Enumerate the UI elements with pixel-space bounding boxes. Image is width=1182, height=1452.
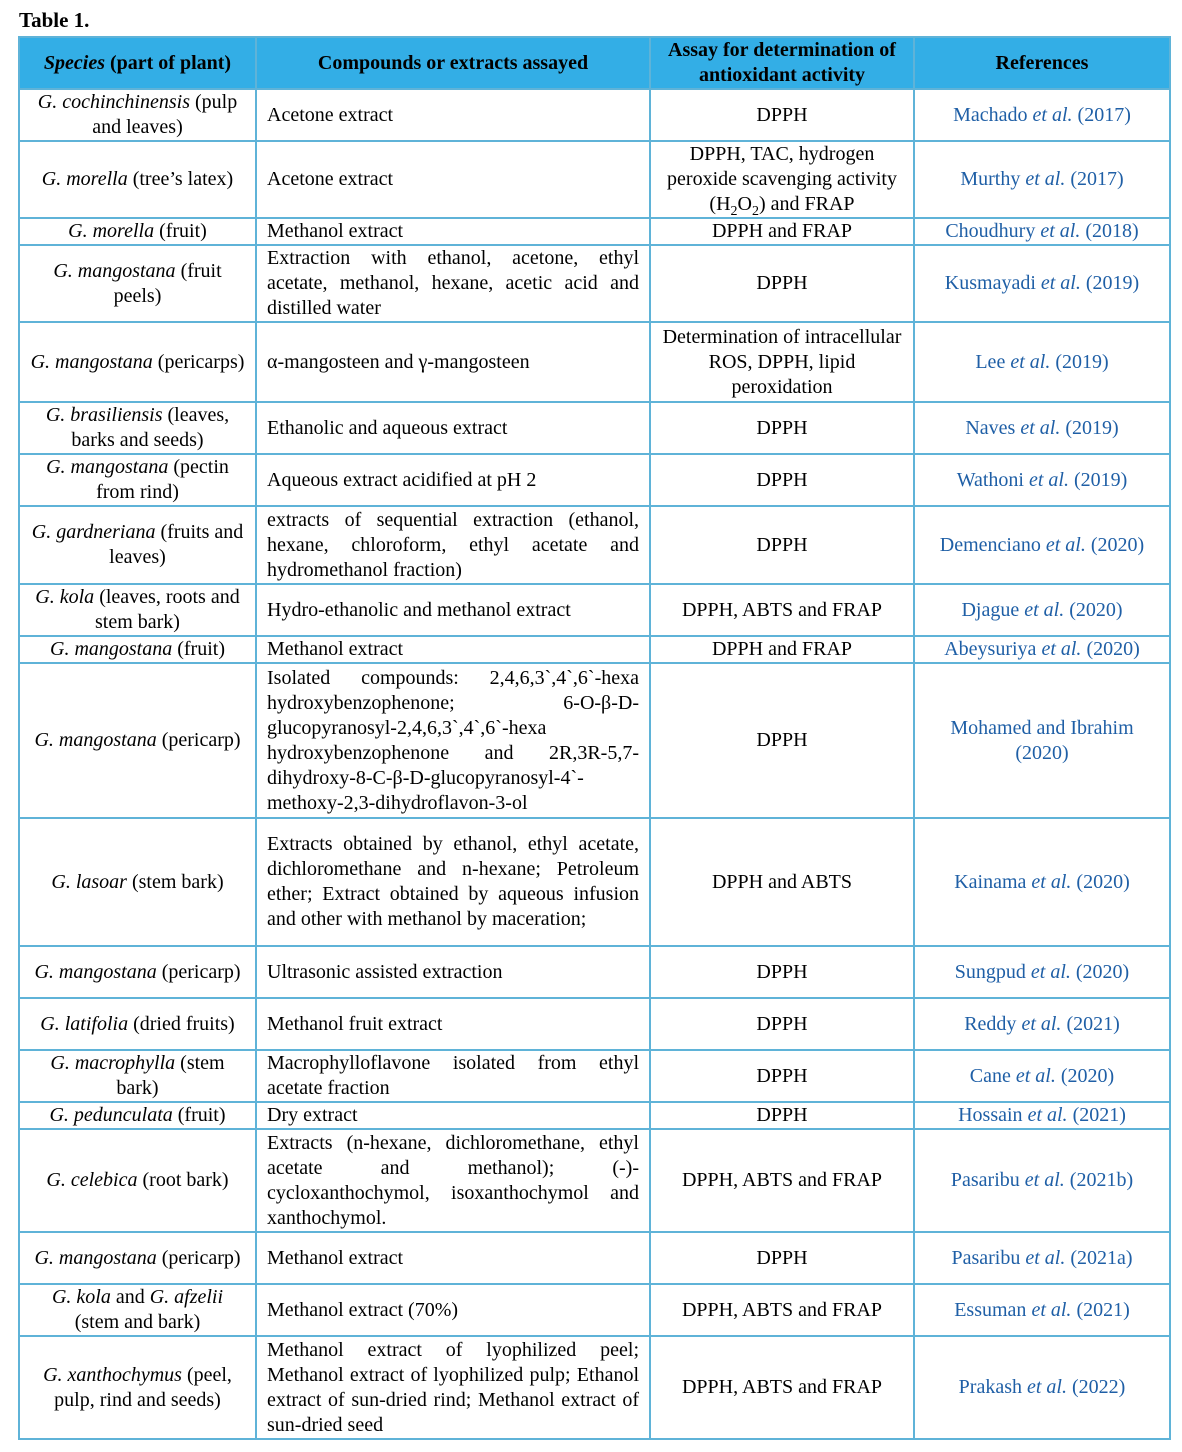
assay-cell: DPPH xyxy=(650,998,914,1050)
species-cell: G. mangostana (pectin from rind) xyxy=(19,454,256,506)
table-row xyxy=(19,1232,1170,1284)
table-row xyxy=(19,998,1170,1050)
reference-link[interactable]: Pasaribu et al. (2021a) xyxy=(914,1232,1170,1284)
compounds-cell: Macrophylloflavone isolated from ethyl acetate fraction xyxy=(256,1050,650,1102)
assay-cell: DPPH, ABTS and FRAP xyxy=(650,584,914,636)
reference-link[interactable]: Cane et al. (2020) xyxy=(914,1050,1170,1102)
species-cell: G. kola (leaves, roots and stem bark) xyxy=(19,584,256,636)
reference-link[interactable]: Mohamed and Ibrahim (2020) xyxy=(914,663,1170,818)
assay-cell: DPPH and FRAP xyxy=(650,218,914,245)
compounds-cell: Aqueous extract acidified at pH 2 xyxy=(256,454,650,506)
species-cell: G. mangostana (pericarp) xyxy=(19,663,256,818)
header-row xyxy=(19,37,1170,89)
table-row xyxy=(19,663,1170,818)
compounds-cell: Acetone extract xyxy=(256,89,650,141)
header-references: References xyxy=(914,37,1170,89)
species-cell: G. xanthochymus (peel, pulp, rind and seeds) xyxy=(19,1336,256,1439)
species-cell: G. mangostana (fruit) xyxy=(19,636,256,663)
reference-link[interactable]: Djague et al. (2020) xyxy=(914,584,1170,636)
header-species: Species (part of plant) xyxy=(19,37,256,89)
species-cell: G. lasoar (stem bark) xyxy=(19,818,256,946)
assay-cell: DPPH xyxy=(650,1050,914,1102)
species-cell: G. mangostana (fruit peels) xyxy=(19,245,256,322)
reference-link[interactable]: Choudhury et al. (2018) xyxy=(914,218,1170,245)
reference-link[interactable]: Reddy et al. (2021) xyxy=(914,998,1170,1050)
assay-cell: DPPH xyxy=(650,402,914,454)
compounds-cell: extracts of sequential extraction (ethanol, hexane, chloroform, ethyl acetate and hydromethanol fraction) xyxy=(256,506,650,584)
table-row xyxy=(19,454,1170,506)
table-row xyxy=(19,322,1170,402)
reference-link[interactable]: Pasaribu et al. (2021b) xyxy=(914,1129,1170,1232)
table-row xyxy=(19,218,1170,245)
reference-link[interactable]: Naves et al. (2019) xyxy=(914,402,1170,454)
species-cell: G. brasiliensis (leaves, barks and seeds) xyxy=(19,402,256,454)
species-cell: G. mangostana (pericarp) xyxy=(19,1232,256,1284)
reference-link[interactable]: Lee et al. (2019) xyxy=(914,322,1170,402)
compounds-cell: Methanol extract xyxy=(256,636,650,663)
compounds-cell: Methanol extract of lyophilized peel; Methanol extract of lyophilized pulp; Ethanol extract of sun-dried rind; Methanol extract of sun-dried seed xyxy=(256,1336,650,1439)
reference-link[interactable]: Hossain et al. (2021) xyxy=(914,1102,1170,1129)
species-cell: G. pedunculata (fruit) xyxy=(19,1102,256,1129)
table-row xyxy=(19,818,1170,946)
table-row xyxy=(19,1050,1170,1102)
header-compounds: Compounds or extracts assayed xyxy=(256,37,650,89)
reference-link[interactable]: Demenciano et al. (2020) xyxy=(914,506,1170,584)
species-cell: G. gardneriana (fruits and leaves) xyxy=(19,506,256,584)
table-row xyxy=(19,636,1170,663)
compounds-cell: Ethanolic and aqueous extract xyxy=(256,402,650,454)
species-cell: G. mangostana (pericarps) xyxy=(19,322,256,402)
assay-cell: DPPH and FRAP xyxy=(650,636,914,663)
antioxidant-table xyxy=(18,36,1171,1440)
compounds-cell: Methanol extract xyxy=(256,1232,650,1284)
assay-cell: DPPH xyxy=(650,1232,914,1284)
reference-link[interactable]: Kusmayadi et al. (2019) xyxy=(914,245,1170,322)
compounds-cell: α-mangosteen and γ-mangosteen xyxy=(256,322,650,402)
table-row xyxy=(19,89,1170,141)
species-cell: G. mangostana (pericarp) xyxy=(19,946,256,998)
reference-link[interactable]: Murthy et al. (2017) xyxy=(914,141,1170,218)
compounds-cell: Isolated compounds: 2,4,6,3`,4`,6`-hexa hydroxybenzophenone; 6-O-β-D-glucopyranosyl-2,4,6,3`,4`,6`-hexa hydroxybenzophenone and 2R,3R-5,7-dihydroxy-8-C-β-D-glucopyranosyl-4`-methoxy-2,3-dihydroflavon-3-ol xyxy=(256,663,650,818)
assay-cell: DPPH xyxy=(650,89,914,141)
table-row xyxy=(19,1336,1170,1439)
table-row xyxy=(19,946,1170,998)
assay-cell: DPPH, ABTS and FRAP xyxy=(650,1284,914,1336)
assay-cell: DPPH, ABTS and FRAP xyxy=(650,1129,914,1232)
compounds-cell: Methanol extract xyxy=(256,218,650,245)
compounds-cell: Dry extract xyxy=(256,1102,650,1129)
table-title: Table 1. xyxy=(19,8,90,32)
compounds-cell: Extracts obtained by ethanol, ethyl acetate, dichloromethane and n-hexane; Petroleum ether; Extract obtained by aqueous infusion and other with methanol by maceration; xyxy=(256,818,650,946)
assay-cell: Determination of intracellular ROS, DPPH, lipid peroxidation xyxy=(650,322,914,402)
assay-cell: DPPH and ABTS xyxy=(650,818,914,946)
assay-cell: DPPH xyxy=(650,245,914,322)
table-row xyxy=(19,1102,1170,1129)
assay-cell: DPPH xyxy=(650,1102,914,1129)
assay-cell: DPPH xyxy=(650,506,914,584)
table-row xyxy=(19,584,1170,636)
compounds-cell: Hydro-ethanolic and methanol extract xyxy=(256,584,650,636)
assay-cell: DPPH xyxy=(650,663,914,818)
reference-link[interactable]: Essuman et al. (2021) xyxy=(914,1284,1170,1336)
assay-cell: DPPH, ABTS and FRAP xyxy=(650,1336,914,1439)
compounds-cell: Methanol fruit extract xyxy=(256,998,650,1050)
reference-link[interactable]: Sungpud et al. (2020) xyxy=(914,946,1170,998)
assay-cell: DPPH, TAC, hydrogen peroxide scavenging activity $(H_2O_2)$ and FRAP xyxy=(650,141,914,218)
table-row xyxy=(19,245,1170,322)
species-cell: G. macrophylla (stem bark) xyxy=(19,1050,256,1102)
reference-link[interactable]: Kainama et al. (2020) xyxy=(914,818,1170,946)
table-row xyxy=(19,141,1170,218)
species-cell: G. latifolia (dried fruits) xyxy=(19,998,256,1050)
table-row xyxy=(19,1129,1170,1232)
assay-cell: DPPH xyxy=(650,454,914,506)
reference-link[interactable]: Prakash et al. (2022) xyxy=(914,1336,1170,1439)
table-row xyxy=(19,506,1170,584)
reference-link[interactable]: Wathoni et al. (2019) xyxy=(914,454,1170,506)
species-cell: G. cochinchinensis (pulp and leaves) xyxy=(19,89,256,141)
assay-cell: DPPH xyxy=(650,946,914,998)
compounds-cell: Methanol extract (70%) xyxy=(256,1284,650,1336)
table-row xyxy=(19,402,1170,454)
header-assay: Assay for determination of antioxidant activity xyxy=(650,37,914,89)
compounds-cell: Ultrasonic assisted extraction xyxy=(256,946,650,998)
compounds-cell: Extracts (n-hexane, dichloromethane, ethyl acetate and methanol); (-)-cycloxanthochymol, isoxanthochymol and xanthochymol. xyxy=(256,1129,650,1232)
compounds-cell: Extraction with ethanol, acetone, ethyl acetate, methanol, hexane, acetic acid and distilled water xyxy=(256,245,650,322)
reference-link[interactable]: Machado et al. (2017) xyxy=(914,89,1170,141)
species-cell: G. celebica (root bark) xyxy=(19,1129,256,1232)
table-row xyxy=(19,1284,1170,1336)
reference-link[interactable]: Abeysuriya et al. (2020) xyxy=(914,636,1170,663)
species-cell: G. morella (tree’s latex) xyxy=(19,141,256,218)
compounds-cell: Acetone extract xyxy=(256,141,650,218)
species-cell: G. kola and G. afzelii (stem and bark) xyxy=(19,1284,256,1336)
species-cell: G. morella (fruit) xyxy=(19,218,256,245)
